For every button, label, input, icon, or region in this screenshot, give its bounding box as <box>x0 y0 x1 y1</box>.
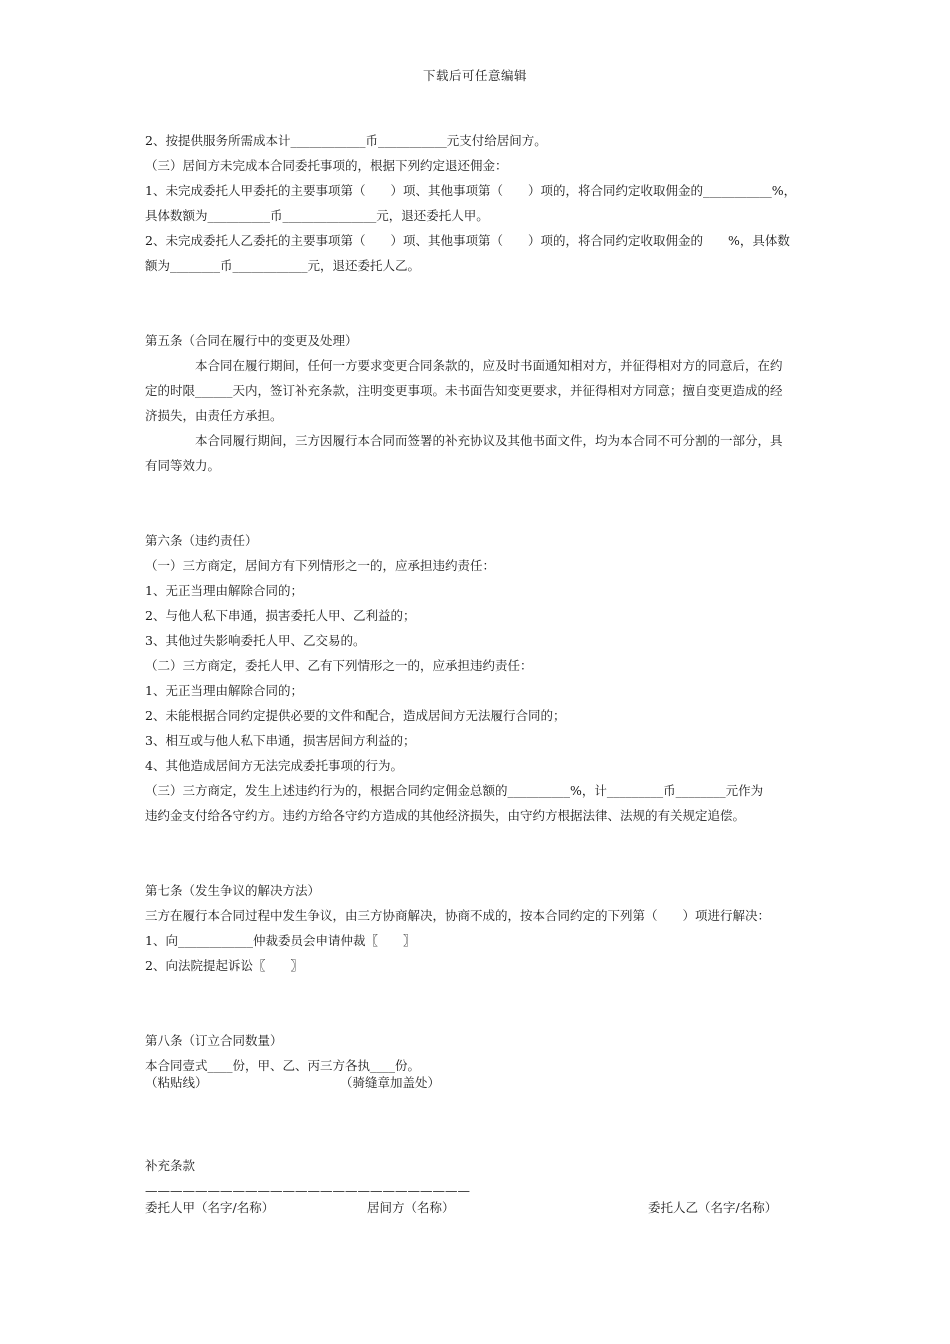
text-line: 2、未能根据合同约定提供必要的文件和配合，造成居间方无法履行合同的； <box>145 708 566 723</box>
text-line: 有同等效力。 <box>145 458 221 473</box>
text-line: 具体数额为__________币_______________元，退还委托人甲。 <box>145 208 489 223</box>
text-line: 3、其他过失影响委托人甲、乙交易的。 <box>145 633 366 648</box>
blank-line <box>145 978 810 1003</box>
text-line: 补充条款 <box>145 1158 196 1173</box>
text-line: （三）三方商定，发生上述违约行为的，根据合同约定佣金总额的__________%，计_________币________元作为 <box>145 783 764 798</box>
text-line: 2、未完成委托人乙委托的主要事项第（ ）项、其他事项第（ ）项的，将合同约定收取佣金的 %，具体数 <box>145 233 790 248</box>
text-line: 1、未完成委托人甲委托的主要事项第（ ）项、其他事项第（ ）项的，将合同约定收取佣金的___________%， <box>145 183 797 198</box>
text-line: 第五条（合同在履行中的变更及处理） <box>145 333 358 348</box>
page-header: 下载后可任意编辑 <box>422 68 527 83</box>
text-line: 1、无正当理由解除合同的； <box>145 683 303 698</box>
text-line: 本合同壹式____份，甲、乙、丙三方各执____份。 <box>145 1058 421 1073</box>
text-line: 违约金支付给各守约方。违约方给各守约方造成的其他经济损失，由守约方根据法律、法规的有关规定追偿。 <box>145 808 746 823</box>
paste-line-label: （粘贴线） <box>145 1075 208 1090</box>
blank-line <box>145 303 810 328</box>
blank-line <box>145 478 810 503</box>
contract-body <box>145 128 810 1203</box>
text-line: —————————————————————————— <box>145 1183 470 1198</box>
text-line: 第八条（订立合同数量） <box>145 1033 283 1048</box>
blank-line <box>145 1078 810 1103</box>
blank-line <box>145 503 810 528</box>
blank-line <box>145 1003 810 1028</box>
text-line: （三）居间方未完成本合同委托事项的，根据下列约定退还佣金： <box>145 158 508 173</box>
text-line: 2、与他人私下串通，损害委托人甲、乙利益的； <box>145 608 416 623</box>
text-line: 3、相互或与他人私下串通，损害居间方利益的； <box>145 733 416 748</box>
text-line: 本合同在履行期间，任何一方要求变更合同条款的，应及时书面通知相对方，并征得相对方的同意后，在约 <box>195 358 783 373</box>
text-line: 额为________币____________元，退还委托人乙。 <box>145 258 421 273</box>
text-line: 2、按提供服务所需成本计____________币___________元支付给居间方。 <box>145 133 547 148</box>
text-line: （一）三方商定，居间方有下列情形之一的，应承担违约责任： <box>145 558 496 573</box>
blank-line <box>145 278 810 303</box>
seam-stamp-label: （骑缝章加盖处） <box>340 1075 441 1090</box>
text-line: 本合同履行期间，三方因履行本合同而签署的补充协议及其他书面文件，均为本合同不可分割的一部分，具 <box>195 433 783 448</box>
blank-line <box>145 853 810 878</box>
text-line: 三方在履行本合同过程中发生争议，由三方协商解决，协商不成的，按本合同约定的下列第（ ）项进行解决： <box>145 908 771 923</box>
signature-intermediary: 居间方（名称） <box>367 1200 455 1215</box>
blank-line <box>145 828 810 853</box>
blank-line <box>145 1128 810 1153</box>
text-line: 济损失，由责任方承担。 <box>145 408 283 423</box>
text-line: 第六条（违约责任） <box>145 533 258 548</box>
blank-line <box>145 1103 810 1128</box>
text-line: 4、其他造成居间方无法完成委托事项的行为。 <box>145 758 403 773</box>
text-line: 第七条（发生争议的解决方法） <box>145 883 321 898</box>
text-line: 1、向____________仲裁委员会申请仲裁〖 〗 <box>145 933 416 948</box>
text-line: 2、向法院提起诉讼〖 〗 <box>145 958 303 973</box>
signature-party-a: 委托人甲（名字/名称） <box>145 1200 275 1215</box>
text-line: （二）三方商定，委托人甲、乙有下列情形之一的，应承担违约责任： <box>145 658 533 673</box>
text-line: 1、无正当理由解除合同的； <box>145 583 303 598</box>
signature-party-b: 委托人乙（名字/名称） <box>648 1200 778 1215</box>
text-line: 定的时限______天内，签订补充条款，注明变更事项。未书面告知变更要求，并征得相对方同意；擅自变更造成的经 <box>145 383 783 398</box>
